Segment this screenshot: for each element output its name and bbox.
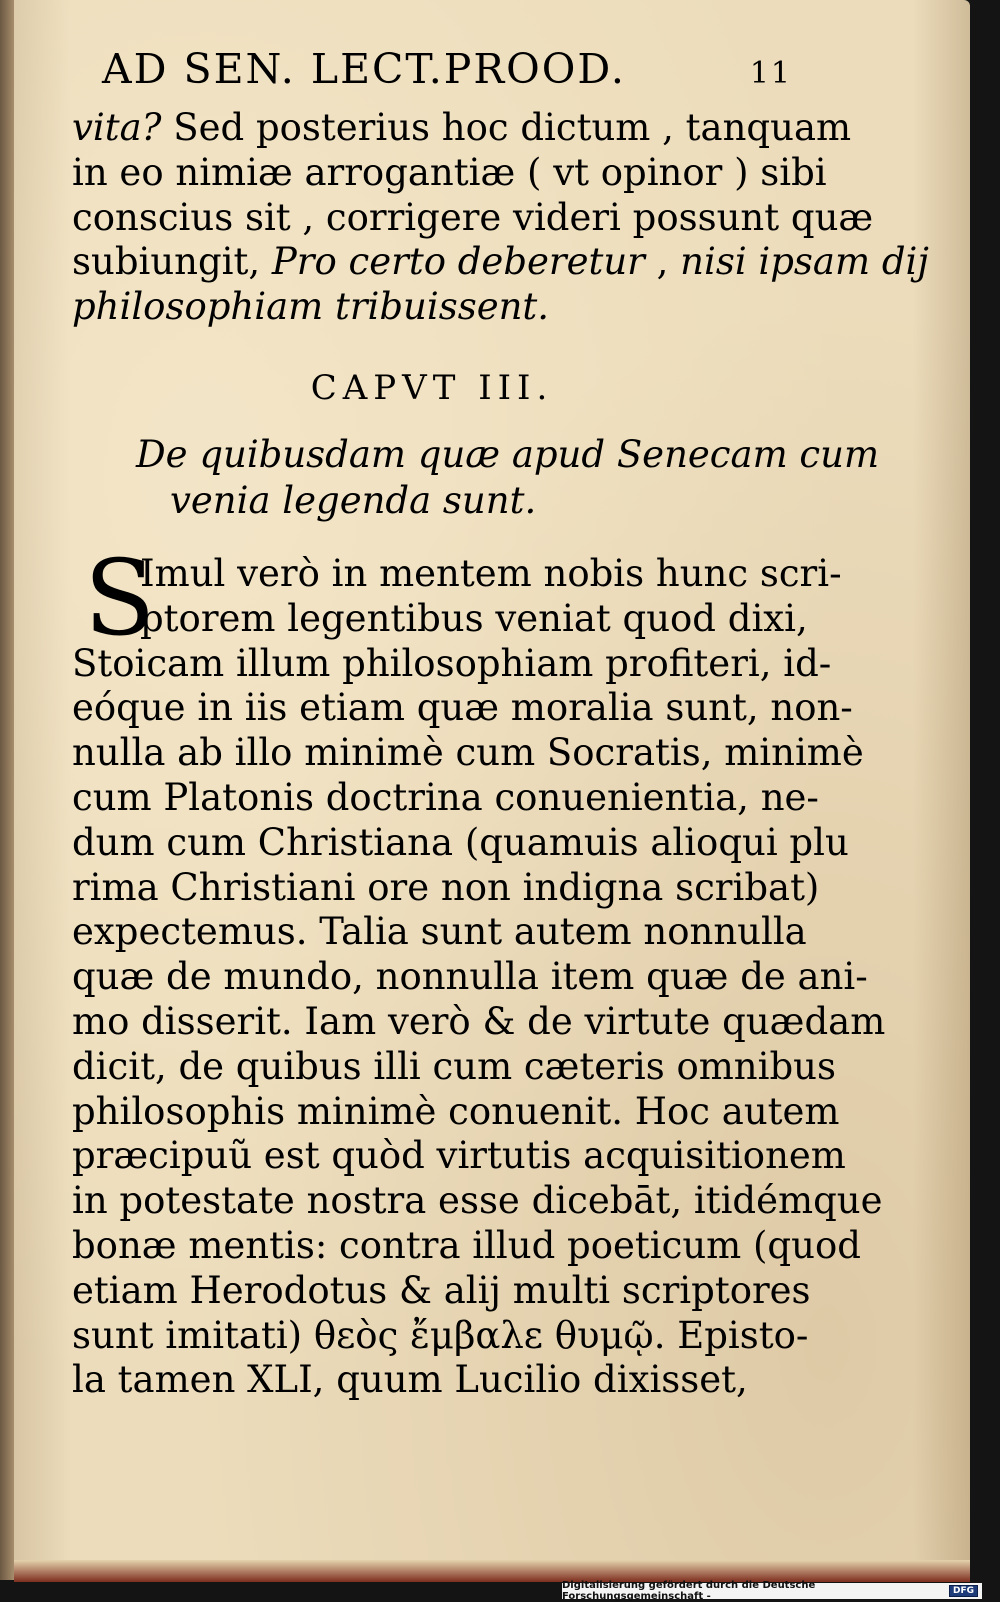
text-line: expectemus. Talia sunt autem nonnulla [72,910,807,954]
text-line: quæ de mundo, nonnulla item quæ de ani- [72,955,868,999]
text-line [72,150,827,196]
text-line [72,195,874,241]
text-segment: Pro certo deberetur [271,240,645,284]
text-segment: vita? [72,106,162,149]
book-left-edge [0,0,14,1580]
text-line: etiam Herodotus & alij multi scriptores [72,1268,811,1312]
text-segment: philosophiam tribuissent. [72,285,550,329]
text-line: præcipuũ est quòd virtutis acquisitionem [72,1134,846,1178]
text-line: bonæ mentis: contra illud poeticum (quod [72,1223,861,1267]
running-head [102,45,792,93]
text-line: rima Christiani ore non indigna scribat) [72,865,820,909]
text-line [72,240,929,285]
text-segment: nisi ipsam dij [680,240,929,284]
text-segment: , [644,240,681,284]
text-line: Imul verò in mentem nobis hunc scri- [140,552,842,595]
text-line: dicit, de quibus illi cum cæteris omnibus [72,1044,836,1088]
page-bottom-edge [14,1560,970,1582]
top-paragraph [72,106,929,330]
text-line: cum Platonis doctrina conuenientia, ne- [72,775,819,819]
text-segment: in eo nimiæ arrogantiæ ( vt opinor ) sibi [72,150,827,194]
text-line: eóque in iis etiam quæ moralia sunt, non- [72,686,853,730]
chapter-title: CAPVT III. [310,368,554,408]
text-line [72,285,792,330]
text-line [72,106,852,151]
text-line: nulla ab illo minimè cum Socratis, minimè [72,731,864,775]
page-number: 11 [749,56,792,91]
body-paragraph [72,537,886,1403]
text-line: philosophis minimè conuenit. Hoc autem [72,1089,840,1133]
credit-text: Digitalisierung gefördert durch die Deutsche Forschungsgemeinschaft - [562,1580,816,1602]
text-segment: Sed posterius hoc dictum , tanquam [161,106,852,149]
text-line: Stoicam illum philosophiam profiteri, id- [72,641,832,685]
text-segment: conscius sit , corrigere videri possunt quæ [72,195,874,239]
text-line: la tamen XLI, quum Lucilio dixisset, [72,1358,748,1402]
drop-cap: S [84,537,156,659]
text-line: in potestate nostra esse dicebāt, itidémque [72,1179,883,1223]
dfg-logo: DFG [949,1585,978,1597]
running-title: AD SEN. LECT.PROOD. [102,45,626,93]
chapter-subtitle-line: venia legenda sunt. [170,479,537,522]
text-line: sunt imitati) θεὸς ἔμβαλε θυμῷ. Episto- [72,1313,809,1357]
text-line: mo disserit. Iam verò & de virtute quædam [72,999,886,1043]
chapter-subtitle-line: De quibusdam quæ apud Senecam cum [136,433,880,476]
text-line: dum cum Christiana (quamuis alioqui plu [72,820,849,864]
digitization-credit [562,1580,982,1602]
text-segment: subiungit, [72,240,272,284]
text-line: ptorem legentibus veniat quod dixi, [140,596,808,640]
chapter-subtitle [136,432,880,524]
